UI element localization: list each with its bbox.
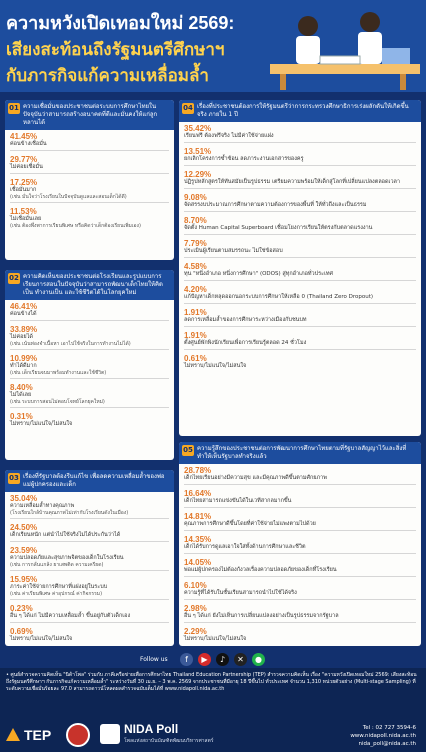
divider [10,518,169,519]
tep-mark-icon [6,728,20,741]
page-title-line1: ความหวังเปิดเทอมใหม่ 2569: [6,13,235,33]
item-label: ไม่ทราบ/ไม่แน่ใจ/ไม่สนใจ [10,636,73,642]
item-label: ค่อนข้างได้ [10,311,37,317]
divider [184,507,416,508]
item-note: (เช่น เด็กเรียนจบมาพร้อมทำงานและใช้ชีวิต) [10,370,107,376]
divider [184,599,416,600]
item-label: พ่อแม่ผู้ปกครองไม่ต้องกังวลเรื่องความปลอดภัยของเด็กที่โรงเรียน [184,567,337,573]
percent-value: 8.40% [10,383,33,392]
item-label: ทุน "หนึ่งอำเภอ หนึ่งการศึกษา" (ODOS) สู่ทุกอำเภอทั่วประเทศ [184,271,333,277]
item-note: (โรงเรียนใกล้บ้านคุณภาพไม่เท่ากับโรงเรียนดังในเมือง) [10,510,129,516]
tep-logo [6,724,58,746]
question-text: เรื่องที่รัฐบาลต้องรีบแก้ไข เพื่อลดความเหลื่อมล้ำของพ่อแม่ผู้ปกครองและเด็ก [23,473,165,488]
item-label: ไม่เชื่อมั่นเลย [10,216,42,222]
item-label: ค่อนข้างเชื่อมั่น [10,141,47,147]
divider [10,407,169,408]
contact-website[interactable]: www.nidapoll.nida.ac.th [350,733,416,739]
list-item [10,302,169,321]
percent-value: 14.05% [184,558,212,567]
percent-value: 1.91% [184,331,207,340]
divider [10,599,169,600]
methodology-note: • ศูนย์สำรวจความคิดเห็น "นิด้าโพล" ร่วมกับ ภาคีเครือข่ายเพื่อการศึกษาไทย Thailand Education Partnership (TEP) สำรวจความคิดเห็น เรื่อง "ความหวังเปิดเทอมใหม่ 2569: เสียงสะท้อนถึงรัฐมนตรีศึกษาฯ กับภารกิจแก้ความเหลื่อมล้ำ" ระหว่างวันที่ 30 เม.ย. – 3 พ.ค. 2569 จากประชาชนที่มีอายุ 18 ปีขึ้นไป ทั่วประเทศ จำนวน 1,310 หน่วยตัวอย่าง (Multi-stage Sampling) ที่ระดับความเชื่อมั่นร้อยละ 97.0 สามารถดาวน์โหลดผลสำรวจฉบับเต็มได้ที่ www.nidapoll.nida.ac.th [6,672,417,692]
item-note: (เช่น ต้องพึ่งพาการเรียนพิเศษ หรือคิดว่าเด็กต้องเรียนเพิ่มเอง) [10,223,141,229]
item-label: คุณภาพการศึกษาดีขึ้นโดยที่ค่าใช้จ่ายไม่แพงตามไปด้วย [184,521,316,527]
list-item [184,124,416,143]
divider [10,150,169,151]
list-item [184,466,416,485]
social-follow-bar [140,652,340,668]
divider [184,326,416,327]
divider [10,320,169,321]
question-number: 01 [9,104,19,112]
question-header [5,270,174,300]
question-header [5,100,174,130]
item-label: จัดสรรงบประมาณการศึกษาตามความต้องการของพื้นที่ ให้ทั่วถึงและเป็นธรรม [184,202,367,208]
list-item [184,285,416,304]
divider [184,165,416,166]
divider [10,570,169,571]
item-label: ไม่ทราบ/ไม่แน่ใจ/ไม่สนใจ [10,421,73,427]
percent-value: 1.91% [184,308,207,317]
tiktok-icon[interactable]: ♪ [216,653,229,666]
question-panel-01 [5,100,174,260]
question-text: ความรู้สึกของประชาชนต่อการพัฒนาการศึกษาไทยตามที่รัฐบาลสัญญาไว้และสิ่งที่ทำให้เห็นรัฐบาลทำจริงแล้ว [197,445,407,460]
header-banner [0,0,426,92]
item-label: จัดตั้ง Human Capital Superboard เชื่อมโยงการเรียนให้ตรงกับตลาดแรงงาน [184,225,373,231]
percent-value: 28.78% [184,466,212,475]
nida-poll-mark-icon [100,724,120,744]
divider [184,622,416,623]
item-label: ลดการเหลื่อมล้ำของการศึกษาระหว่างเมืองกับชนบท [184,317,307,323]
item-label: ปฏิรูปหลักสูตรให้ทันสมัยเป็นรูปธรรม เตรียมความพร้อมให้เด็กสู่โลกที่เปลี่ยนแปลงตลอดเวลา [184,179,400,185]
nida-poll-title: NIDA Poll [124,722,179,736]
divider [184,484,416,485]
list-item [184,331,416,350]
item-label: เด็กไทยสามารถแข่งขันได้ในเวทีสากลมากขึ้น [184,498,292,504]
divider [10,622,169,623]
list-item [10,604,169,623]
divider [10,173,169,174]
list-item [10,354,169,379]
list-item [184,558,416,577]
percent-value: 0.31% [10,412,33,421]
item-label: ความเหลื่อมล้ำทางคุณภาพ [10,503,75,509]
divider [10,202,169,203]
percent-value: 33.89% [10,325,38,334]
list-item [10,155,169,174]
item-label: ทำได้ดีมาก [10,363,37,369]
percent-value: 10.99% [10,354,38,363]
divider [184,280,416,281]
list-item [184,239,416,258]
list-item [10,575,169,600]
question-header [5,470,174,492]
list-item [184,170,416,189]
item-label: ไม่ทราบ/ไม่แน่ใจ/ไม่สนใจ [184,363,247,369]
percent-value: 14.81% [184,512,212,521]
percent-value: 24.50% [10,523,38,532]
percent-value: 2.29% [184,627,207,636]
x-icon[interactable]: ✕ [234,653,247,666]
divider [184,303,416,304]
line-icon[interactable]: ● [252,653,265,666]
list-item [10,627,169,643]
question-text: ความคิดเห็นของประชาชนต่อโรงเรียนและรูปแบบการเรียนการสอนในปัจจุบันว่าสามารถพัฒนาเด็กไทยให้คิดเป็น ทำงานเป็น และใช้ชีวิตได้ในโลกยุคใหม่ [23,273,163,296]
question-header [179,442,421,464]
percent-value: 0.61% [184,354,207,363]
divider [10,378,169,379]
divider [184,257,416,258]
percent-value: 35.04% [10,494,38,503]
item-note: (เช่น มั่นใจว่าโรงเรียนในปัจจุบันดูแลและสอนเด็กได้ดี) [10,194,127,200]
percent-value: 41.45% [10,132,38,141]
item-note: (เช่น การกลั่นแกล้ง ยาเสพติด ความเครียด) [10,562,104,568]
facebook-icon[interactable]: f [180,653,193,666]
question-number: 03 [9,474,19,482]
item-label: เชื่อมั่นมาก [10,187,37,193]
list-item [10,207,169,229]
divider [10,349,169,350]
percent-value: 35.42% [184,124,212,133]
item-label: ความรู้ที่ได้รับในชั้นเรียนสามารถนำไปใช้ได้จริง [184,590,297,596]
list-item [184,147,416,166]
item-label: ประเมินผู้เรียนตามสมรรถนะ ไม่ใช่ข้อสอบ [184,248,283,254]
list-item [184,535,416,554]
list-item [10,132,169,151]
page-title-line2: เสียงสะท้อนถึงรัฐมนตรีศึกษาฯ [6,40,225,59]
percent-value: 46.41% [10,302,38,311]
list-item [10,383,169,408]
percent-value: 12.29% [184,170,212,179]
nida-poll-subtitle: โพลแห่งสถาบันบัณฑิตพัฒนบริหารศาสตร์ [124,738,214,744]
percent-value: 2.98% [184,604,207,613]
students-illustration-icon [270,4,420,90]
contact-email[interactable]: nida_poll@nida.ac.th [358,741,416,747]
percent-value: 4.20% [184,285,207,294]
list-item [184,193,416,212]
percent-value: 7.79% [184,239,207,248]
item-label: อื่น ๆ ได้แก่ ยังไม่เห็นการเปลี่ยนแปลงอย่างเป็นรูปธรรมจากรัฐบาล [184,613,339,619]
list-item [10,412,169,428]
item-label: เรียนฟรี ต้องฟรีจริง ไม่มีค่าใช้จ่ายแฝง [184,133,274,139]
question-text: เรื่องที่ประชาชนต้องการให้รัฐมนตรีว่าการกระทรวงศึกษาธิการเร่งผลักดันให้เกิดขึ้นจริง ภายใน 1 ปี [197,103,409,118]
percent-value: 4.58% [184,262,207,271]
list-item [184,489,416,508]
percent-value: 16.64% [184,489,212,498]
percent-value: 13.51% [184,147,212,156]
list-item [184,354,416,370]
question-number: 04 [183,104,193,112]
question-number: 02 [9,274,19,282]
question-panel-03 [5,470,174,646]
percent-value: 17.25% [10,178,38,187]
item-note: (เช่น เน้นท่องจำเนื้อหา เอาไปใช้จริงในการทำงานไม่ได้) [10,341,131,347]
percent-value: 6.10% [184,581,207,590]
contact-info [350,724,416,748]
list-item [10,546,169,571]
divider [184,576,416,577]
item-note: (เช่น ระบบการสอนไม่ตอบโจทย์โลกยุคใหม่) [10,399,105,405]
divider [184,530,416,531]
list-item [184,308,416,327]
list-item [184,627,416,643]
item-label: แก้ปัญหาเด็กหลุดออกนอกระบบการศึกษาให้เหลือ 0 (Thailand Zero Dropout) [184,294,374,300]
percent-value: 14.35% [184,535,212,544]
divider [184,349,416,350]
item-label: ไม่ได้เลย [10,392,32,398]
list-item [184,262,416,281]
item-label: ไม่ทราบ/ไม่แน่ใจ/ไม่สนใจ [184,636,247,642]
item-label: ยกเลิกโครงการซ้ำซ้อน ลดภาระงานเอกสารของครู [184,156,304,162]
percent-value: 23.59% [10,546,38,555]
list-item [10,494,169,519]
page-title-line3: กับภารกิจแก้ความเหลื่อมล้ำ [6,66,209,85]
question-header [179,100,421,122]
item-note: (เช่น ค่าเรียนพิเศษ ค่าอุปกรณ์ ค่ากิจกรรม) [10,591,103,597]
nida-poll-logo [100,722,220,748]
divider [184,142,416,143]
divider [184,188,416,189]
item-label: ไม่ค่อยเชื่อมั่น [10,164,43,170]
list-item [184,581,416,600]
list-item [10,523,169,542]
list-item [184,512,416,531]
item-label: เด็กเรียนหนัก แต่นำไปใช้จริงไม่ได้ประกันว่าได้ [10,532,121,538]
divider [184,234,416,235]
list-item [184,216,416,235]
list-item [10,325,169,350]
follow-label: Follow us [140,656,168,663]
divider [10,541,169,542]
percent-value: 15.95% [10,575,38,584]
item-label: ภาระค่าใช้จ่ายการศึกษาที่แฝงอยู่ในระบบ [10,584,108,590]
question-panel-05 [179,442,421,646]
question-number: 05 [183,446,193,454]
percent-value: 0.69% [10,627,33,636]
item-label: เด็กไทยเรียนอย่างมีความสุข และมีคุณภาพดีขึ้นตามศักยภาพ [184,475,327,481]
item-label: ไม่ค่อยได้ [10,334,33,340]
percent-value: 29.77% [10,155,38,164]
question-panel-02 [5,270,174,460]
tep-label: TEP [24,727,52,743]
percent-value: 9.08% [184,193,207,202]
list-item [184,604,416,623]
item-label: ตั้งศูนย์พักพิงนักเรียนเพื่อการเรียนรู้ตลอด 24 ชั่วโมง [184,340,307,346]
nida-seal-icon [66,723,90,747]
divider [184,211,416,212]
contact-phone: Tel : 02 727 3594-6 [362,725,416,731]
item-label: เด็กได้รับการดูแลเอาใจใส่ทั้งด้านการศึกษาและชีวิต [184,544,306,550]
percent-value: 11.53% [10,207,37,216]
question-text: ความเชื่อมั่นของประชาชนต่อระบบการศึกษาไทยในปัจจุบันว่าสามารถสร้างอนาคตที่ดีและมั่นคงให้แก่ลูกหลานได้ [23,103,158,126]
list-item [10,178,169,203]
percent-value: 0.23% [10,604,33,613]
youtube-icon[interactable]: ▶ [198,653,211,666]
item-label: ความปลอดภัยและสุขภาพจิตของเด็กในโรงเรียน [10,555,124,561]
divider [184,553,416,554]
percent-value: 8.70% [184,216,207,225]
item-label: อื่น ๆ ได้แก่ ไม่มีความเหลื่อมล้ำ ขึ้นอยู่กับตัวเด็กเอง [10,613,131,619]
question-panel-04 [179,100,421,436]
